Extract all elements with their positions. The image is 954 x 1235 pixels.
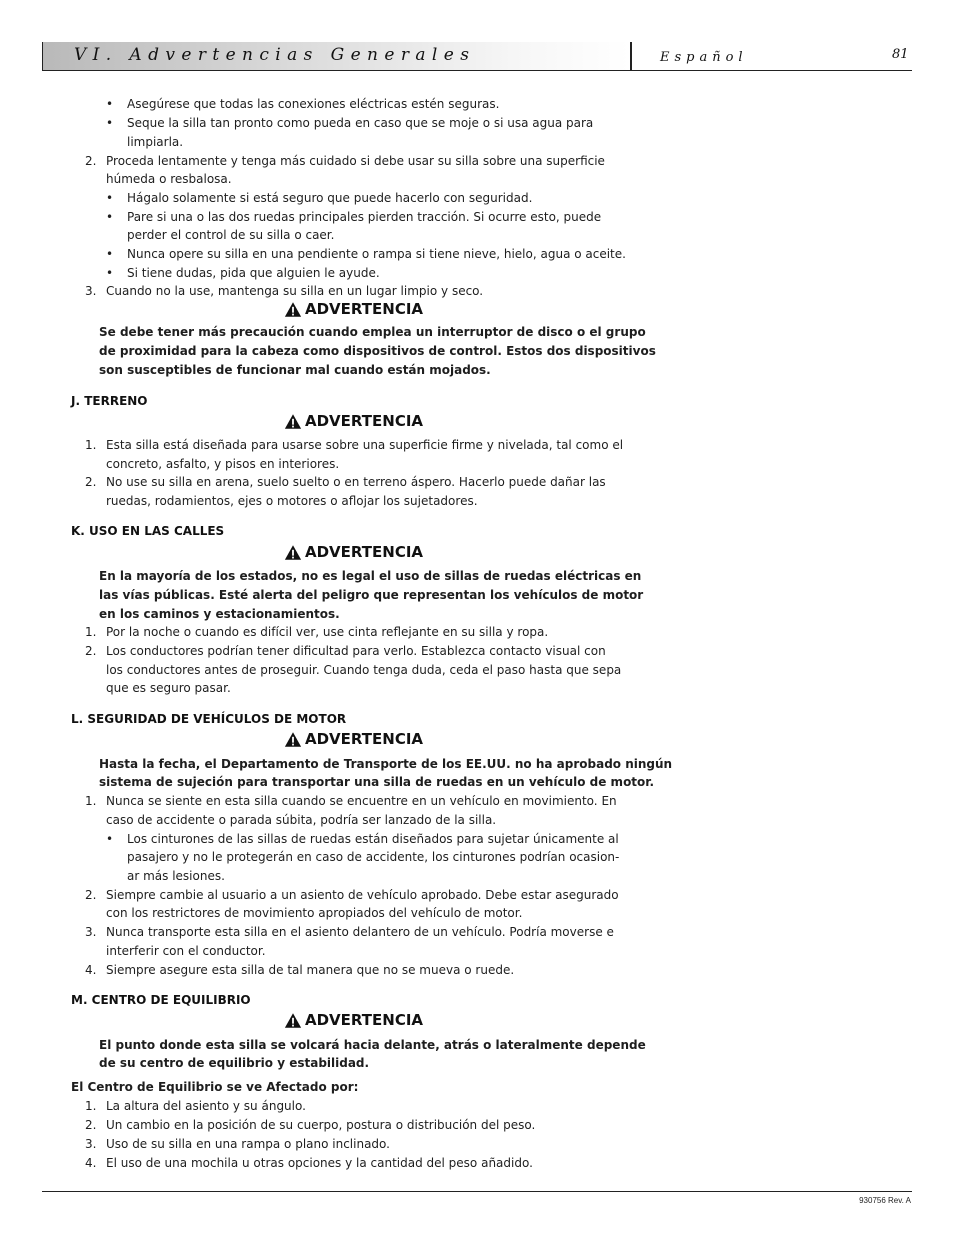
list-item: Esta silla está diseñada para usarse sobre una superficie firme y nivelada, tal como el <box>106 438 624 452</box>
warning-label: ADVERTENCIA <box>305 1011 424 1029</box>
list-item: Asegúrese que todas las conexiones eléctricas estén seguras. <box>127 97 500 111</box>
item-number: 1. <box>85 625 97 639</box>
item-number: 2. <box>85 475 97 489</box>
list-item: con los restrictores de movimiento apropiados del vehículo de motor. <box>106 906 523 920</box>
bullet: • <box>106 832 114 846</box>
list-item: limpiarla. <box>127 135 184 149</box>
item-number: 3. <box>85 925 97 939</box>
warning-heading <box>284 412 423 430</box>
list-item: Los cinturones de las sillas de ruedas están diseñados para sujetar únicamente al <box>127 832 619 846</box>
list-item: Hágalo solamente si está seguro que puede hacerlo con seguridad. <box>127 191 533 205</box>
subheading: El Centro de Equilibrio se ve Afectado por: <box>71 1080 359 1094</box>
warning-icon <box>284 731 302 748</box>
item-number: 1. <box>85 794 97 808</box>
document-code: 930756 Rev. A <box>859 1196 911 1205</box>
footer-rule <box>42 1191 912 1192</box>
bullet: • <box>106 97 114 111</box>
list-item: ar más lesiones. <box>127 869 225 883</box>
list-item: húmeda o resbalosa. <box>106 172 232 186</box>
item-number: 2. <box>85 154 97 168</box>
item-number: 2. <box>85 644 97 658</box>
warning-text: de proximidad para la cabeza como dispositivos de control. Estos dos dispositivos <box>99 344 656 358</box>
list-item: perder el control de su silla o caer. <box>127 228 335 242</box>
item-number: 3. <box>85 1137 97 1151</box>
list-item: Cuando no la use, mantenga su silla en un lugar limpio y seco. <box>106 284 484 298</box>
page-number: 81 <box>892 47 909 62</box>
header-left-rule <box>42 42 43 70</box>
list-item: pasajero y no le protegerán en caso de accidente, los cinturones podrían ocasion- <box>127 850 620 864</box>
bullet: • <box>106 210 114 224</box>
list-item: Los conductores podrían tener dificultad para verlo. Establezca contacto visual con <box>106 644 606 658</box>
warning-icon <box>284 1012 302 1029</box>
list-item: Siempre cambie al usuario a un asiento de vehículo aprobado. Debe estar asegurado <box>106 888 619 902</box>
warning-text: las vías públicas. Esté alerta del peligro que representan los vehículos de motor <box>99 588 644 602</box>
warning-heading <box>284 730 423 748</box>
bullet: • <box>106 247 114 261</box>
item-number: 2. <box>85 888 97 902</box>
bullet: • <box>106 191 114 205</box>
item-number: 2. <box>85 1118 97 1132</box>
list-item: Seque la silla tan pronto como pueda en caso que se moje o si usa agua para <box>127 116 594 130</box>
item-number: 1. <box>85 438 97 452</box>
section-heading: K. USO EN LAS CALLES <box>71 524 225 538</box>
warning-text: Se debe tener más precaución cuando emplea un interruptor de disco o el grupo <box>99 325 646 339</box>
warning-icon <box>284 301 302 318</box>
list-item: Siempre asegure esta silla de tal manera que no se mueva o ruede. <box>106 963 515 977</box>
list-item: Por la noche o cuando es difícil ver, use cinta reflejante en su silla y ropa. <box>106 625 549 639</box>
list-item: interferir con el conductor. <box>106 944 266 958</box>
list-item: Proceda lentamente y tenga más cuidado si debe usar su silla sobre una superficie <box>106 154 605 168</box>
warning-icon <box>284 544 302 561</box>
warning-label: ADVERTENCIA <box>305 412 424 430</box>
page-title: VI. Advertencias Generales <box>74 45 476 65</box>
list-item: Nunca opere su silla en una pendiente o rampa si tiene nieve, hielo, agua o aceite. <box>127 247 626 261</box>
warning-heading <box>284 1011 423 1029</box>
warning-heading <box>284 300 423 318</box>
list-item: que es seguro pasar. <box>106 681 231 695</box>
warning-text: En la mayoría de los estados, no es legal el uso de sillas de ruedas eléctricas en <box>99 569 642 583</box>
section-heading: M. CENTRO DE EQUILIBRIO <box>71 993 251 1007</box>
list-item: Pare si una o las dos ruedas principales pierden tracción. Si ocurre esto, puede <box>127 210 602 224</box>
item-number: 4. <box>85 1156 97 1170</box>
header-divider <box>630 42 632 71</box>
list-item: Si tiene dudas, pida que alguien le ayude. <box>127 266 380 280</box>
list-item: caso de accidente o parada súbita, podría ser lanzado de la silla. <box>106 813 497 827</box>
warning-label: ADVERTENCIA <box>305 730 424 748</box>
header-rule <box>42 70 912 71</box>
list-item: concreto, asfalto, y pisos en interiores. <box>106 457 340 471</box>
warning-text: de su centro de equilibrio y estabilidad. <box>99 1056 370 1070</box>
list-item: los conductores antes de proseguir. Cuando tenga duda, ceda el paso hasta que sepa <box>106 663 622 677</box>
warning-label: ADVERTENCIA <box>305 300 424 318</box>
warning-heading <box>284 543 423 561</box>
list-item: Uso de su silla en una rampa o plano inclinado. <box>106 1137 390 1151</box>
warning-text: en los caminos y estacionamientos. <box>99 607 340 621</box>
list-item: El uso de una mochila u otras opciones y la cantidad del peso añadido. <box>106 1156 533 1170</box>
bullet: • <box>106 266 114 280</box>
warning-text: Hasta la fecha, el Departamento de Transporte de los EE.UU. no ha aprobado ningún <box>99 757 673 771</box>
list-item: ruedas, rodamientos, ejes o motores o aflojar los sujetadores. <box>106 494 478 508</box>
item-number: 4. <box>85 963 97 977</box>
warning-label: ADVERTENCIA <box>305 543 424 561</box>
warning-text: son susceptibles de funcionar mal cuando están mojados. <box>99 363 491 377</box>
list-item: No use su silla en arena, suelo suelto o en terreno áspero. Hacerlo puede dañar las <box>106 475 606 489</box>
item-number: 3. <box>85 284 97 298</box>
section-heading: J. TERRENO <box>71 394 148 408</box>
list-item: Un cambio en la posición de su cuerpo, postura o distribución del peso. <box>106 1118 536 1132</box>
warning-text: sistema de sujeción para transportar una silla de ruedas en un vehículo de motor. <box>99 775 655 789</box>
bullet: • <box>106 116 114 130</box>
language-label: Español <box>660 50 748 65</box>
section-heading: L. SEGURIDAD DE VEHÍCULOS DE MOTOR <box>71 712 347 726</box>
list-item: Nunca transporte esta silla en el asiento delantero de un vehículo. Podría moverse e <box>106 925 614 939</box>
list-item: Nunca se siente en esta silla cuando se encuentre en un vehículo en movimiento. En <box>106 794 617 808</box>
list-item: La altura del asiento y su ángulo. <box>106 1099 306 1113</box>
warning-icon <box>284 413 302 430</box>
warning-text: El punto donde esta silla se volcará hacia delante, atrás o lateralmente depende <box>99 1038 646 1052</box>
item-number: 1. <box>85 1099 97 1113</box>
